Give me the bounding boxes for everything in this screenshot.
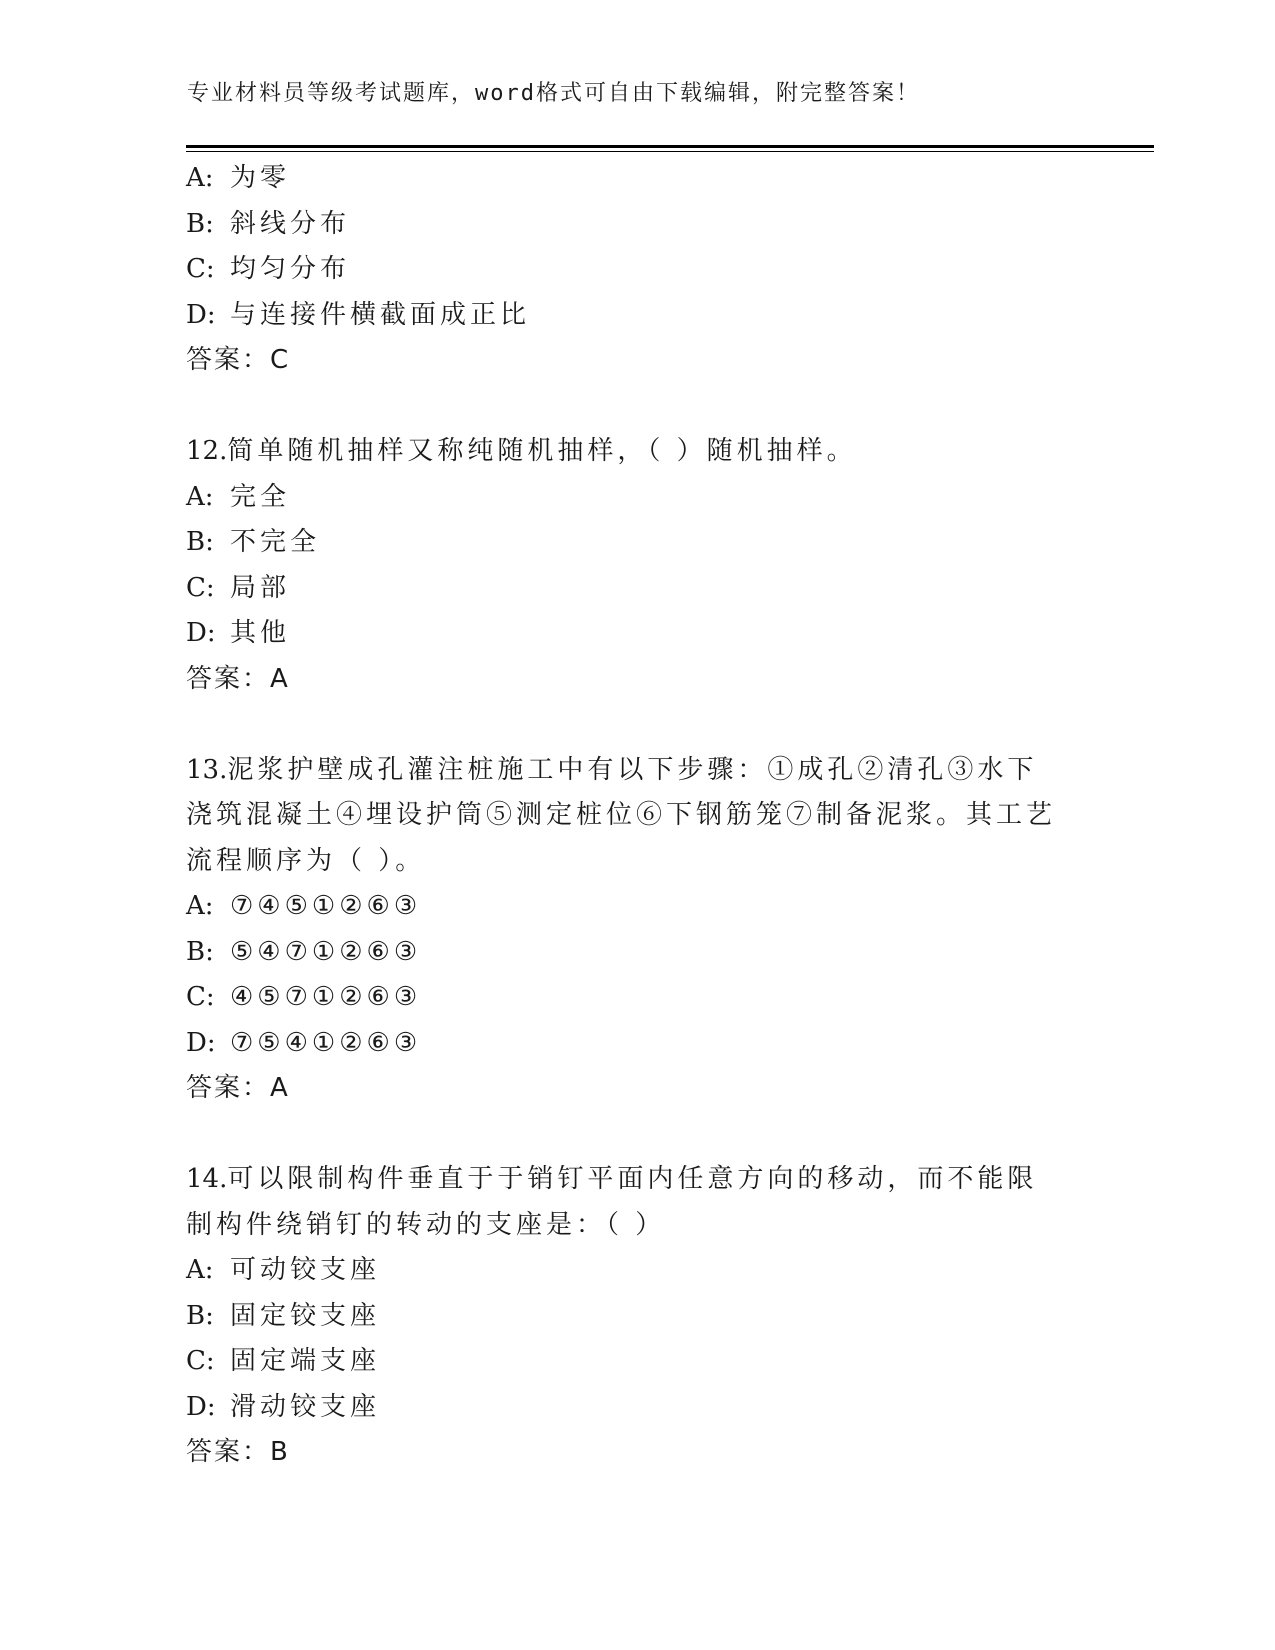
question-stem [186,1157,1066,1248]
option-d [186,1385,1086,1431]
option-text: 固定铰支座 [230,1300,381,1331]
option-key: D: [186,618,216,648]
question-number: 12. [186,436,228,466]
option-b [186,202,1086,248]
option-text: ⑦⑤④①②⑥③ [230,1027,422,1058]
option-c [186,1339,1086,1385]
option-key: B: [186,1300,214,1331]
option-key: B: [186,527,214,557]
option-a [186,156,1086,202]
question-13 [186,748,1086,1112]
option-text: 滑动铰支座 [230,1391,381,1422]
answer: 答案：A [186,1073,290,1103]
question-12 [186,429,1086,702]
option-key: C: [186,982,215,1012]
option-text: 局部 [230,572,291,603]
question-text: 简单随机抽样又称纯随机抽样，（ ）随机抽样。 [227,436,857,466]
option-key: C: [186,1346,215,1376]
answer: 答案：B [186,1437,290,1467]
option-b [186,930,1086,976]
option-a [186,884,1086,930]
question-text: 可以限制构件垂直于于销钉平面内任意方向的移动，而不能限制构件绕销钉的转动的支座是：（ ） [186,1164,1038,1240]
answer: 答案：C [186,345,291,375]
option-key: A: [186,163,214,193]
option-c [186,566,1086,612]
option-key: A: [186,891,214,921]
question-14 [186,1157,1086,1476]
option-key: D: [186,1027,216,1058]
option-text: 可动铰支座 [230,1255,381,1285]
option-text: 斜线分布 [230,208,351,239]
option-key: B: [186,936,214,967]
spacer [186,1112,1086,1158]
question-number: 14. [186,1164,228,1194]
answer: 答案：A [186,663,290,694]
option-c [186,975,1086,1021]
option-key: B: [186,208,214,239]
option-b [186,520,1086,566]
option-c [186,247,1086,293]
spacer [186,702,1086,748]
question-number: 13. [186,754,228,785]
question-stem [186,429,1066,475]
option-text: 均匀分布 [230,254,351,284]
option-key: D: [186,299,216,330]
header-rule-thick [186,145,1154,148]
option-text: ④⑤⑦①②⑥③ [230,982,422,1012]
option-a [186,1248,1086,1294]
header-rule-thin [186,151,1154,152]
option-key: D: [186,1391,216,1422]
option-text: 完全 [230,481,291,512]
option-a [186,475,1086,521]
option-key: A: [186,481,214,512]
option-text: 其他 [230,618,291,648]
option-text: 与连接件横截面成正比 [230,299,531,330]
spacer [186,384,1086,430]
option-text: 固定端支座 [230,1346,381,1376]
question-11 [186,156,1086,384]
option-text: ⑦④⑤①②⑥③ [230,891,422,921]
option-d [186,1021,1086,1067]
option-text: 不完全 [230,527,321,557]
option-key: A: [186,1255,214,1285]
option-d [186,293,1086,339]
question-list [186,156,1086,1476]
option-text: 为零 [230,163,291,193]
option-text: ⑤④⑦①②⑥③ [230,936,422,967]
question-stem [186,748,1066,885]
option-key: C: [186,572,215,603]
option-d [186,611,1086,657]
option-key: C: [186,254,215,284]
page-header: 专业材料员等级考试题库，word格式可自由下载编辑，附完整答案！ [187,81,920,106]
question-text: 泥浆护壁成孔灌注桩施工中有以下步骤：①成孔②清孔③水下浇筑混凝土④埋设护筒⑤测定桩位⑥下钢筋笼⑦制备泥浆。其工艺流程顺序为（ ）。 [186,754,1057,876]
option-b [186,1294,1086,1340]
